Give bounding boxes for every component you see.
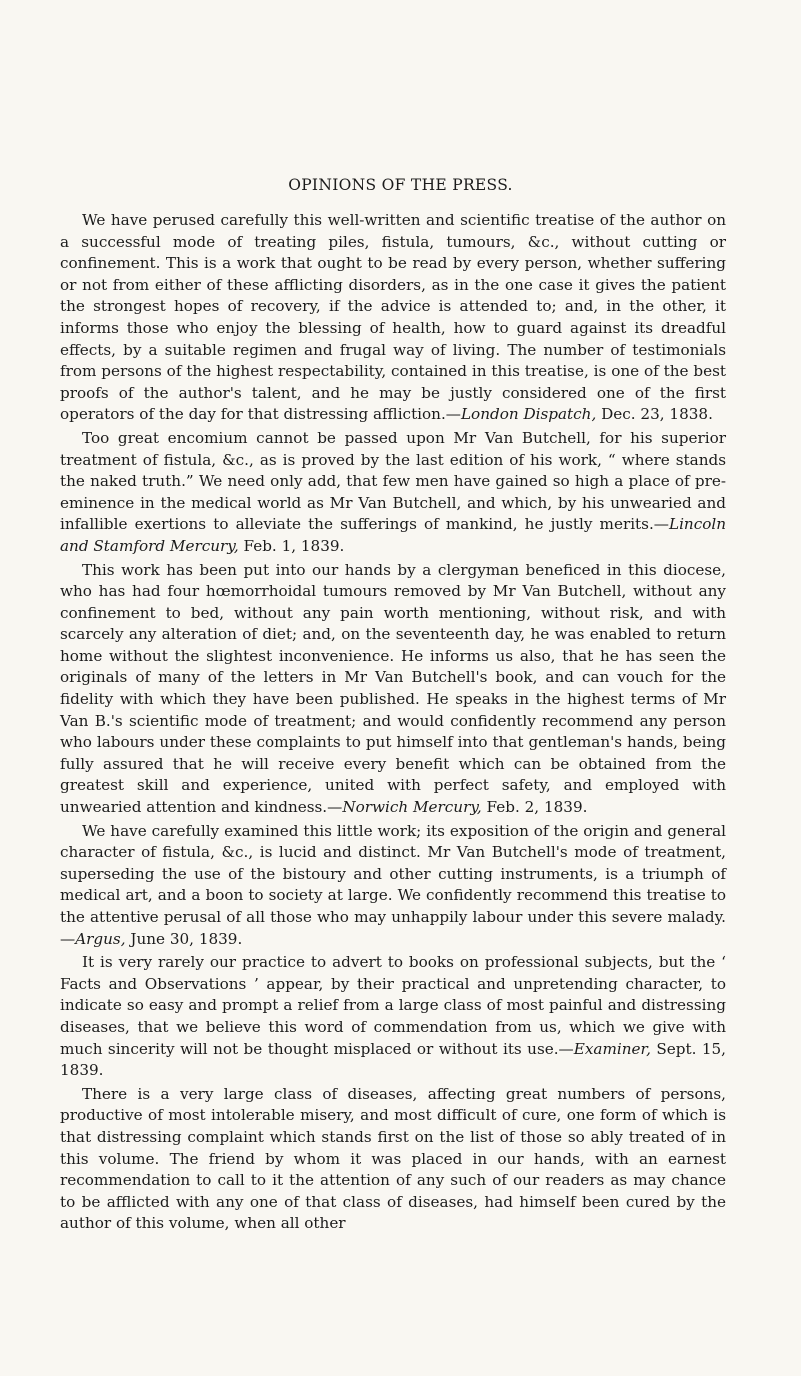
review-source: Norwich Mercury, <box>342 798 482 817</box>
review-paragraph <box>60 210 726 426</box>
review-source: Argus, <box>75 929 126 948</box>
review-date: June 30, 1839. <box>125 929 243 948</box>
review-source: Lincoln and Stamford Mercury, <box>60 515 726 555</box>
reviews-body <box>60 210 726 1237</box>
review-text: We have carefully examined this little work; its exposition of the origin and general character of fistula, &c., is lucid and distinct. Mr Van Butchell's mode of treatment, superseding the use of the bistoury and other cutting instruments, is a triumph of medical art, and a boon to society at large. We confidently recommend this treatise to the attentive perusal of all those who may unhappily labour under this severe malady.— <box>60 821 726 948</box>
review-text: Too great encomium cannot be passed upon Mr Van Butchell, for his superior treatment of fistula, &c., as is proved by the last edition of his work, “ where stands the naked truth.” We need only add, that few men have gained so high a place of pre-eminence in the medical world as Mr Van Butchell, and which, by his unwearied and infallible exertions to alleviate the sufferings of mankind, he justly merits.— <box>60 428 726 534</box>
review-text: It is very rarely our practice to advert to books on professional subjects, but the ‘ Facts and Observations ’ appear, by their practical and unpretending character, to indicate so easy and prompt a relief from a large class of most painful and distressing diseases, that we believe this word of commendation from us, which we give with much sincerity will not be thought misplaced or without its use.— <box>60 953 726 1058</box>
review-paragraph <box>60 1084 726 1235</box>
review-paragraph <box>60 428 726 558</box>
page-heading: OPINIONS OF THE PRESS. <box>288 176 513 194</box>
review-source: Examiner, <box>573 1039 651 1058</box>
review-date: Feb. 2, 1839. <box>481 798 588 817</box>
review-date: Sept. 15, 1839. <box>60 1039 726 1080</box>
review-date: Dec. 23, 1838. <box>596 405 713 424</box>
review-paragraph <box>60 821 726 951</box>
review-date: Feb. 1, 1839. <box>238 536 345 555</box>
review-paragraph <box>60 560 726 819</box>
review-source: London Dispatch, <box>460 405 597 424</box>
review-paragraph <box>60 952 726 1082</box>
review-text: We have perused carefully this well-written and scientific treatise of the author on a successful mode of treating piles, fistula, tumours, &c., without cutting or confinement. This is a work that ought to be read by every person, whether suffering or not from either of these afflicting disorders, as in the one case it gives the patient the strongest hopes of recovery, if the advice is attended to; and, in the other, it informs those who enjoy the blessing of health, how to guard against its dreadful effects, by a suitable regimen and frugal way of living. The number of testimonials from persons of the highest respectability, contained in this treatise, is one of the best proofs of the author's talent, and he may be justly considered one of the first operators of the day for that distressing affliction.— <box>60 211 726 424</box>
review-text: There is a very large class of diseases, affecting great numbers of persons, productive of most intolerable misery, and most difficult of cure, one form of which is that distressing complaint which stands first on the list of those so ably treated of in this volume. The friend by whom it was placed in our hands, with an earnest recommendation to call to it the attention of any such of our readers as may chance to be afflicted with any one of that class of diseases, had himself been cured by the author of this volume, when all other <box>60 1084 726 1233</box>
review-text: This work has been put into our hands by a clergyman beneficed in this diocese, who has had four hœmorrhoidal tumours removed by Mr Van Butchell, without any confinement to bed, without any pain worth mentioning, without risk, and with scarcely any alteration of diet; and, on the seventeenth day, he was enabled to return home without the slightest inconvenience. He informs us also, that he has seen the originals of many of the letters in Mr Van Butchell's book, and can vouch for the fidelity with which they have been published. He speaks in the highest terms of Mr Van B.'s scientific mode of treatment; and would confidently recommend any person who labours under these complaints to put himself into that gentleman's hands, being fully assured that he will receive every benefit which can be obtained from the greatest skill and experience, united with perfect safety, and employed with unwearied attention and kindness.— <box>60 560 726 817</box>
